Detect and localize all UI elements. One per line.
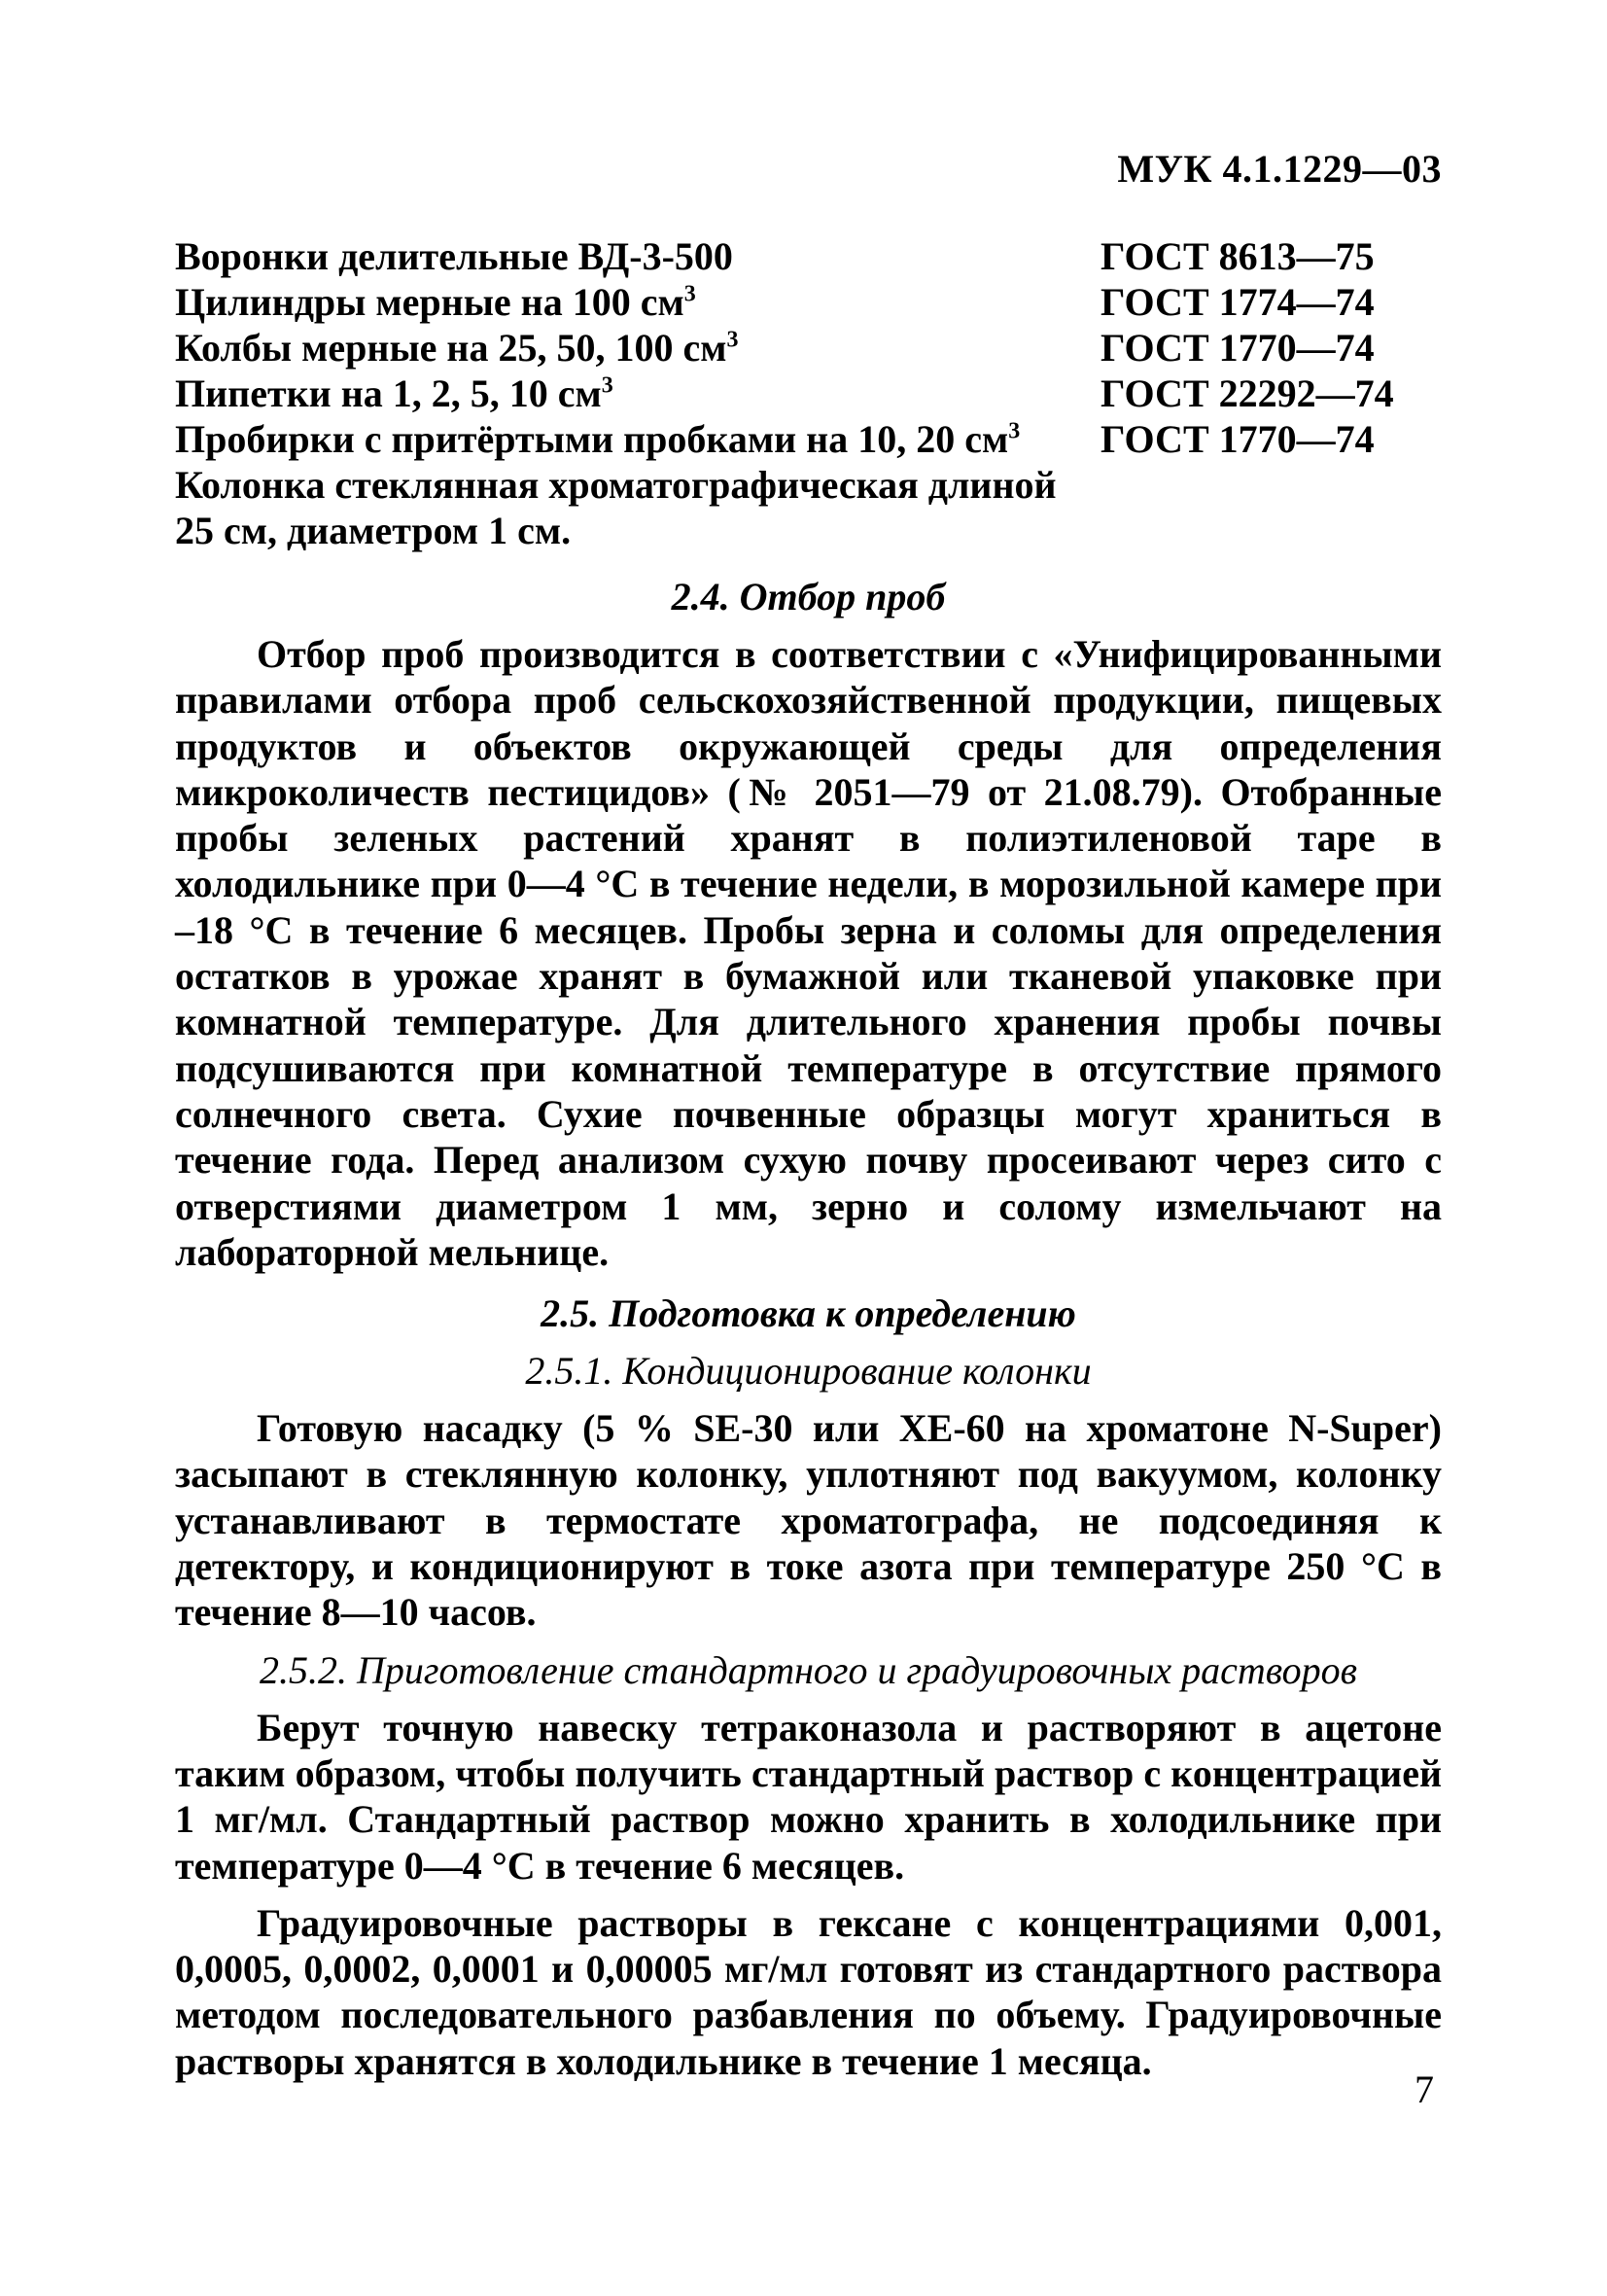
equipment-name: Воронки делительные ВД-3-500 <box>175 234 733 278</box>
equipment-item <box>175 325 1400 371</box>
equipment-item <box>175 233 1400 279</box>
equipment-list <box>175 233 1400 553</box>
document-body <box>175 574 1442 2084</box>
equipment-item <box>175 279 1400 325</box>
equipment-column-line: 25 см, диаметром 1 см. <box>175 509 572 552</box>
equipment-name: Цилиндры мерные на 100 $см^3$ <box>175 280 696 324</box>
section-title: 2.5. Подготовка к определению <box>541 1291 1076 1336</box>
equipment-item <box>175 371 1400 416</box>
paragraph: Отбор проб производится в соответствии с «Унифицированными правилами отбора проб сельскохозяйственной продукции, пищевых продуктов и объектов окружающей среды для определения микроколичеств пестицидов» (№ 2051—79 от 21.08.79). Отобранные пробы зеленых растений хранят в полиэтиленовой таре в холодильнике при 0—4 °С в течение недели, в морозильной камере при –18 °С в течение 6 месяцев. Пробы зерна и соломы для определения остатков в урожае хранят в бумажной или тканевой упаковке при комнатной температуре. Для длительного хранения пробы почвы подсушиваются при комнатной температуре в отсутствие прямого солнечного света. Сухие почвенные образцы могут храниться в течение года. Перед анализом сухую почву просеивают через сито с отверстиями диаметром 1 мм, зерно и солому измельчают на лабораторной мельнице. <box>175 632 1442 1274</box>
subsection-title: 2.5.2. Приготовление стандартного и градуировочных растворов <box>259 1647 1358 1692</box>
section-title: 2.4. Отбор проб <box>671 575 946 618</box>
document-code: МУК 4.1.1229—03 <box>1117 147 1442 191</box>
equipment-gost: ГОСТ 1774—74 <box>1100 280 1375 324</box>
equipment-column-line: Колонка стеклянная хроматографическая длиной <box>175 463 1057 507</box>
paragraph: Градуировочные растворы в гексане с концентрациями 0,001, 0,0005, 0,0002, 0,0001 и 0,00005 мг/мл готовят из стандартного раствора методом последовательного разбавления по объему. Градуировочные растворы хранятся в холодильнике в течение 1 месяца. <box>175 1900 1442 2083</box>
equipment-gost: ГОСТ 22292—74 <box>1100 371 1394 415</box>
equipment-name: Пипетки на 1, 2, 5, 10 $см^3$ <box>175 371 613 415</box>
paragraph: Готовую насадку (5 % SE-30 или ХЕ-60 на хроматоне N-Super) засыпают в стеклянную колонку, уплотняют под вакуумом, колонку устанавливают в термостате хроматографа, не подсоединяя к детектору, и кондиционируют в токе азота при температуре 250 °С в течение 8—10 часов. <box>175 1406 1442 1635</box>
equipment-name: Пробирки с притёртыми пробками на 10, 20 $см^3$ <box>175 417 1021 461</box>
equipment-item <box>175 416 1400 462</box>
paragraph: Берут точную навеску тетраконазола и растворяют в ацетоне таким образом, чтобы получить стандартный раствор с концентрацией 1 мг/мл. Стандартный раствор можно хранить в холодильнике при температуре 0—4 °С в течение 6 месяцев. <box>175 1705 1442 1888</box>
equipment-gost: ГОСТ 1770—74 <box>1100 417 1375 461</box>
equipment-gost: ГОСТ 1770—74 <box>1100 326 1375 370</box>
subsection-title: 2.5.1. Кондиционирование колонки <box>525 1349 1092 1394</box>
equipment-name: Колбы мерные на 25, 50, 100 $см^3$ <box>175 326 739 370</box>
page-number: 7 <box>1415 2067 1434 2111</box>
equipment-gost: ГОСТ 8613—75 <box>1100 234 1375 278</box>
